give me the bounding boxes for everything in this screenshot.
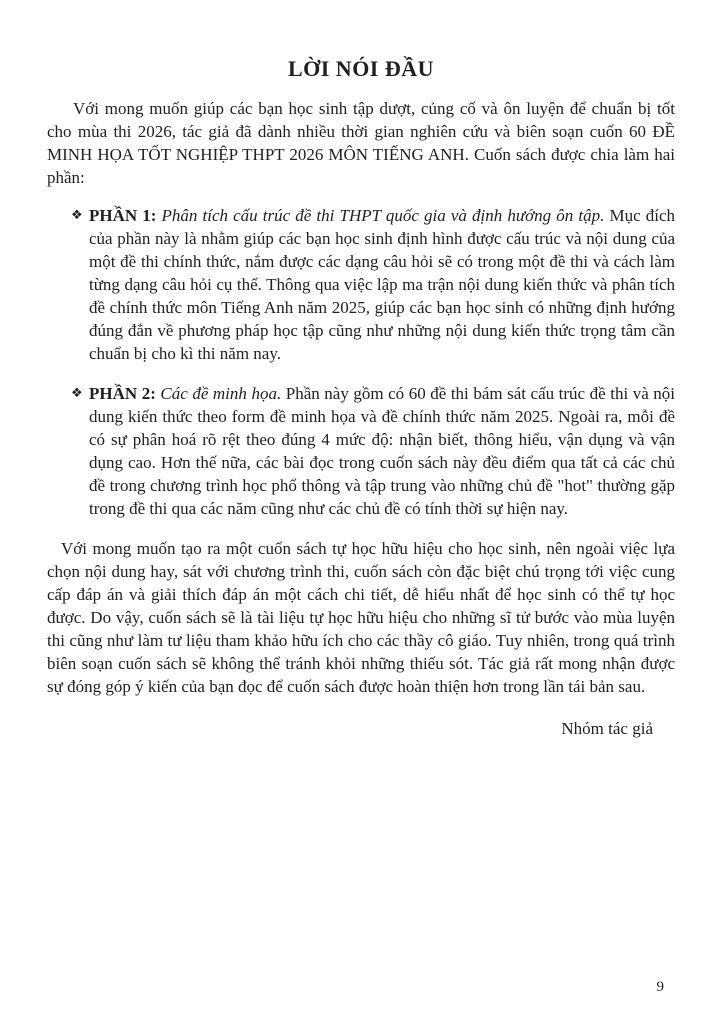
section-phan-1 bbox=[47, 204, 675, 365]
intro-paragraph: Với mong muốn giúp các bạn học sinh tập dượt, củng cố và ôn luyện để chuẩn bị tốt cho mùa thi 2026, tác giả đã dành nhiều thời gian nghiên cứu và biên soạn cuốn 60 ĐỀ MINH HỌA TỐT NGHIỆP THPT 2026 MÔN TIẾNG ANH. Cuốn sách được chia làm hai phần: bbox=[47, 99, 675, 187]
section-phan-2-text bbox=[89, 382, 675, 520]
section-label: PHẦN 2: bbox=[89, 384, 156, 403]
closing-paragraph: Với mong muốn tạo ra một cuốn sách tự học hữu hiệu cho học sinh, nên ngoài việc lựa chọn nội dung hay, sát với chương trình thi, cuốn sách còn đặc biệt chú trọng tới việc cung cấp đáp án và giải thích đáp án một cách chi tiết, dễ hiểu nhất để học sinh có thể tự học được. Do vậy, cuốn sách sẽ là tài liệu tự học hữu hiệu cho những sĩ tử bước vào mùa luyện thi cũng như làm tư liệu tham khảo hữu ích cho các thầy cô giáo. Tuy nhiên, trong quá trình biên soạn cuốn sách sẽ không thể tránh khỏi những thiếu sót. Tác giả rất mong nhận được sự đóng góp ý kiến của bạn đọc để cuốn sách được hoàn thiện hơn trong lần tái bản sau. bbox=[47, 539, 675, 696]
section-body: Mục đích của phần này là nhằm giúp các bạn học sinh định hình được cấu trúc và nội dung của một đề thi chính thức, nắm được các dạng câu hỏi sẽ có trong một đề thi và cách làm từng dạng câu hỏi cụ thể. Thông qua việc lập ma trận nội dung kiến thức và phân tích đề chính thức môn Tiếng Anh năm 2025, giúp các bạn học sinh có những định hướng đúng đắn về phương pháp học tập cũng như những nội dung kiến thức trọng tâm cần chuẩn bị cho kì thi năm nay. bbox=[89, 206, 676, 363]
section-italic-title: Phân tích cấu trúc đề thi THPT quốc gia và định hướng ôn tập. bbox=[161, 206, 605, 225]
page-number: 9 bbox=[656, 979, 664, 995]
author-signature: Nhóm tác giả bbox=[561, 719, 653, 738]
section-italic-title: Các đề minh họa. bbox=[160, 384, 282, 403]
diamond-bullet-icon: ❖ bbox=[71, 208, 83, 223]
diamond-bullet-icon: ❖ bbox=[71, 386, 83, 401]
section-phan-1-text bbox=[89, 204, 675, 365]
section-label: PHẦN 1: bbox=[89, 206, 157, 225]
section-body: Phần này gồm có 60 đề thi bám sát cấu trúc đề thi và nội dung kiến thức theo form đề minh họa và đề chính thức năm 2025. Ngoài ra, mỗi đề có sự phân hoá rõ rệt theo đúng 4 mức độ: nhận biết, thông hiểu, vận dụng và vận dụng cao. Hơn thế nữa, các bài đọc trong cuốn sách này đều điểm qua tất cả các chủ đề trong chương trình học phổ thông và tập trung vào những chủ đề "hot" thường gặp trong đề thi qua các năm cũng như các chủ đề có tính thời sự hiện nay. bbox=[89, 384, 676, 518]
section-phan-2 bbox=[47, 382, 675, 520]
page-title: LỜI NÓI ĐẦU bbox=[287, 56, 435, 81]
